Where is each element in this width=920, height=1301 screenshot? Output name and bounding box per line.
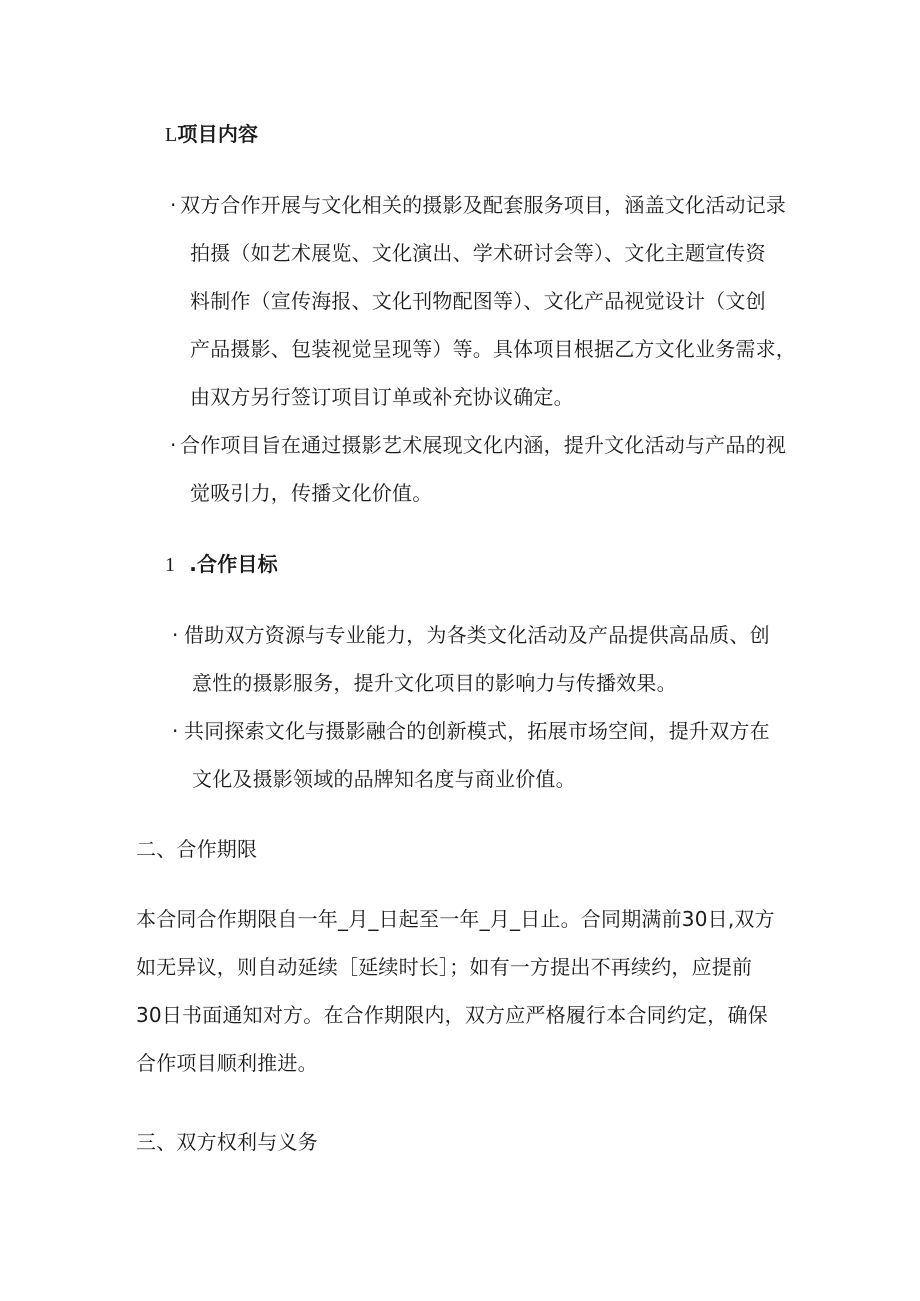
paragraph-line: 共同探索文化与摄影融合的创新模式，拓展市场空间，提升双方在 (184, 719, 770, 743)
paragraph-line: 双方合作开展与文化相关的摄影及配套服务项目，涵盖文化活动记录 (180, 193, 786, 217)
paragraph-line: 30日书面通知对方。在合作期限内，双方应严格履行本合同约定，确保 (136, 1003, 768, 1027)
paragraph-line: 拍摄（如艺术展览、文化演出、学术研讨会等）、文化主题宣传资 (190, 241, 766, 265)
bullet-mark: · (172, 719, 179, 743)
paragraph-line: 本合同合作期限自一年_月_日起至一年_月_日止。合同期满前30日,双方 (136, 907, 775, 931)
section-heading-cooperation-goals (165, 550, 278, 579)
paragraph-line: 合作项目旨在通过摄影艺术展现文化内涵，提升文化活动与产品的视 (180, 433, 786, 457)
heading-prefix: L (165, 124, 178, 146)
section-heading-project-content (165, 120, 258, 149)
paragraph-line: 借助双方资源与专业能力，为各类文化活动及产品提供高品质、创 (184, 623, 770, 647)
paragraph-line: 由双方另行签订项目订单或补充协议确定。 (190, 385, 574, 409)
section-heading-cooperation-term: 二、合作期限 (136, 837, 258, 861)
paragraph-line: 料制作（宣传海报、文化刊物配图等）、文化产品视觉设计（文创 (190, 289, 766, 313)
heading-number: 1 (165, 554, 176, 576)
paragraph-line: 如无异议，则自动延续［延续时长］；如有一方提出不再续约，应提前 (136, 955, 753, 979)
paragraph-line: 产品摄影、包装视觉呈现等）等。具体项目根据乙方文化业务需求， (190, 337, 796, 361)
paragraph-line: 觉吸引力，传播文化价值。 (190, 481, 433, 505)
section-heading-rights-obligations: 三、双方权利与义务 (136, 1130, 318, 1154)
heading-text: .合作目标 (189, 552, 278, 576)
bullet-mark: · (170, 193, 177, 217)
paragraph-line: 合作项目顺利推进。 (136, 1051, 318, 1075)
paragraph-line: 意性的摄影服务，提升文化项目的影响力与传播效果。 (192, 671, 677, 695)
paragraph-line: 文化及摄影领域的品牌知名度与商业价值。 (192, 767, 576, 791)
bullet-mark: · (170, 433, 177, 457)
heading-text: 项目内容 (177, 122, 259, 146)
bullet-mark: · (172, 623, 179, 647)
